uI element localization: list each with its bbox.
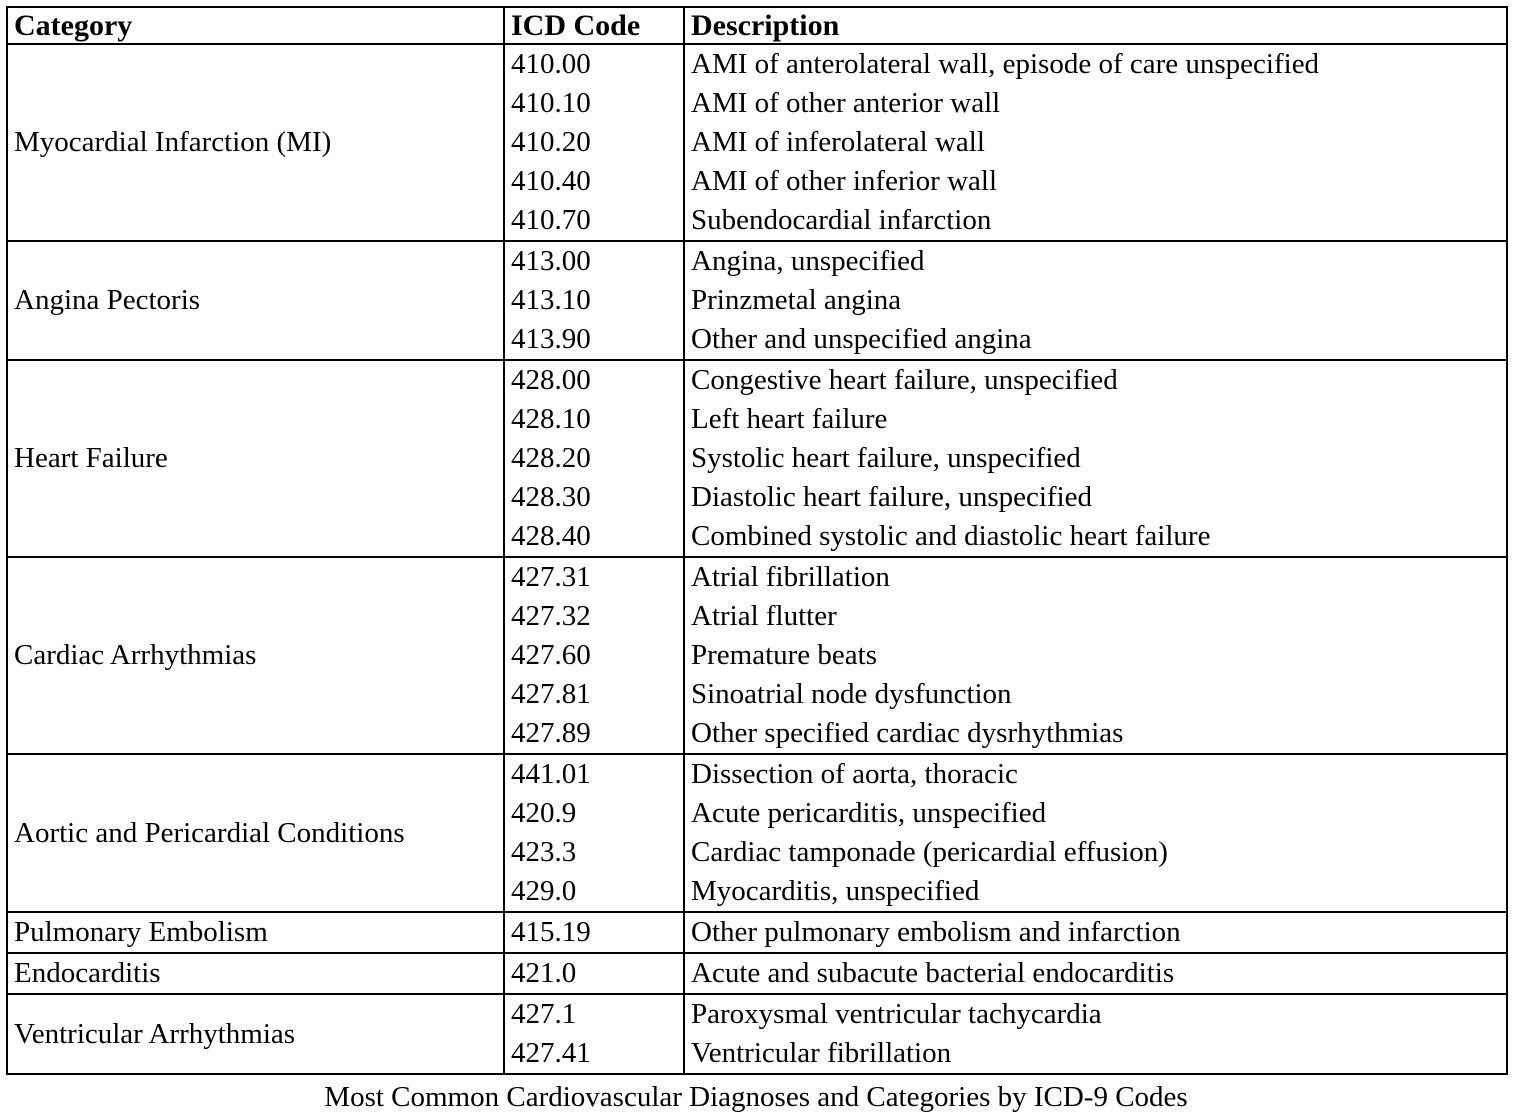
category-group-row (7, 44, 1507, 241)
icd-code-cell (504, 241, 684, 360)
description-value: Atrial flutter (691, 600, 837, 632)
description-value: Other and unspecified angina (691, 323, 1032, 355)
category-cell: Pulmonary Embolism (7, 912, 504, 953)
icd-code-value: 428.10 (511, 403, 591, 435)
description-cell (684, 754, 1507, 912)
icd-code-value: 428.40 (511, 520, 591, 552)
description-value: Ventricular fibrillation (691, 1037, 952, 1069)
header-row (7, 7, 1507, 44)
icd-code-cell (504, 360, 684, 557)
header-category: Category (7, 7, 504, 44)
description-value: AMI of other inferior wall (691, 165, 998, 197)
category-group-row (7, 953, 1507, 994)
icd-code-value: 413.90 (511, 323, 591, 355)
icd-code-value: 428.00 (511, 364, 591, 396)
description-value: Myocarditis, unspecified (691, 875, 980, 907)
description-value: Prinzmetal angina (691, 284, 902, 316)
category-cell: Myocardial Infarction (MI) (7, 44, 504, 241)
description-value: AMI of inferolateral wall (691, 126, 985, 158)
category-group-row (7, 360, 1507, 557)
icd-code-value: 410.10 (511, 87, 591, 119)
icd-code-value: 410.70 (511, 204, 591, 236)
description-value: Cardiac tamponade (pericardial effusion) (691, 836, 1168, 868)
icd-code-value: 410.20 (511, 126, 591, 158)
description-value: Dissection of aorta, thoracic (691, 758, 1018, 790)
description-value: Acute and subacute bacterial endocarditis (691, 957, 1175, 989)
icd-code-cell (504, 912, 684, 953)
icd-code-value: 423.3 (511, 836, 577, 868)
description-cell (684, 44, 1507, 241)
category-cell: Angina Pectoris (7, 241, 504, 360)
icd-code-cell (504, 557, 684, 754)
icd-code-value: 427.81 (511, 678, 591, 710)
icd-code-value: 428.30 (511, 481, 591, 513)
description-value: Diastolic heart failure, unspecified (691, 481, 1093, 513)
description-value: Subendocardial infarction (691, 204, 992, 236)
description-value: Acute pericarditis, unspecified (691, 797, 1047, 829)
category-cell: Endocarditis (7, 953, 504, 994)
description-value: Combined systolic and diastolic heart failure (691, 520, 1211, 552)
icd-code-value: 420.9 (511, 797, 577, 829)
icd-code-value: 413.00 (511, 245, 591, 277)
description-value: Systolic heart failure, unspecified (691, 442, 1081, 474)
description-value: Sinoatrial node dysfunction (691, 678, 1012, 710)
icd-code-value: 441.01 (511, 758, 591, 790)
icd-code-cell (504, 994, 684, 1074)
description-value: Congestive heart failure, unspecified (691, 364, 1118, 396)
category-group-row (7, 557, 1507, 754)
icd-code-value: 410.40 (511, 165, 591, 197)
description-value: Atrial fibrillation (691, 561, 890, 593)
description-cell (684, 912, 1507, 953)
description-value: Paroxysmal ventricular tachycardia (691, 998, 1102, 1030)
icd-code-value: 427.41 (511, 1037, 591, 1069)
icd-code-value: 421.0 (511, 957, 577, 989)
description-value: Angina, unspecified (691, 245, 925, 277)
icd-code-cell (504, 754, 684, 912)
description-value: AMI of anterolateral wall, episode of care unspecified (691, 48, 1320, 80)
description-cell (684, 994, 1507, 1074)
category-group-row (7, 994, 1507, 1074)
table-body (7, 44, 1507, 1074)
icd-code-value: 427.32 (511, 600, 591, 632)
category-group-row (7, 241, 1507, 360)
icd-code-value: 410.00 (511, 48, 591, 80)
description-value: Left heart failure (691, 403, 888, 435)
icd-code-value: 413.10 (511, 284, 591, 316)
icd-code-value: 428.20 (511, 442, 591, 474)
description-cell (684, 953, 1507, 994)
category-cell: Aortic and Pericardial Conditions (7, 754, 504, 912)
icd-code-value: 427.60 (511, 639, 591, 671)
header-icd-code: ICD Code (504, 7, 684, 44)
description-value: AMI of other anterior wall (691, 87, 1001, 119)
icd-code-table (6, 6, 1508, 1075)
table-header (7, 7, 1507, 44)
icd-code-cell (504, 44, 684, 241)
header-description: Description (684, 7, 1507, 44)
icd-code-value: 427.89 (511, 717, 591, 749)
icd-code-value: 415.19 (511, 916, 591, 948)
icd-code-value: 427.1 (511, 998, 577, 1030)
description-value: Other specified cardiac dysrhythmias (691, 717, 1124, 749)
category-group-row (7, 912, 1507, 953)
category-group-row (7, 754, 1507, 912)
description-cell (684, 360, 1507, 557)
category-cell: Ventricular Arrhythmias (7, 994, 504, 1074)
icd-code-cell (504, 953, 684, 994)
icd-code-value: 429.0 (511, 875, 577, 907)
table-caption: Most Common Cardiovascular Diagnoses and Categories by ICD-9 Codes (324, 1081, 1188, 1113)
category-cell: Cardiac Arrhythmias (7, 557, 504, 754)
description-value: Other pulmonary embolism and infarction (691, 916, 1181, 948)
description-value: Premature beats (691, 639, 878, 671)
category-cell: Heart Failure (7, 360, 504, 557)
description-cell (684, 241, 1507, 360)
description-cell (684, 557, 1507, 754)
icd-code-value: 427.31 (511, 561, 591, 593)
